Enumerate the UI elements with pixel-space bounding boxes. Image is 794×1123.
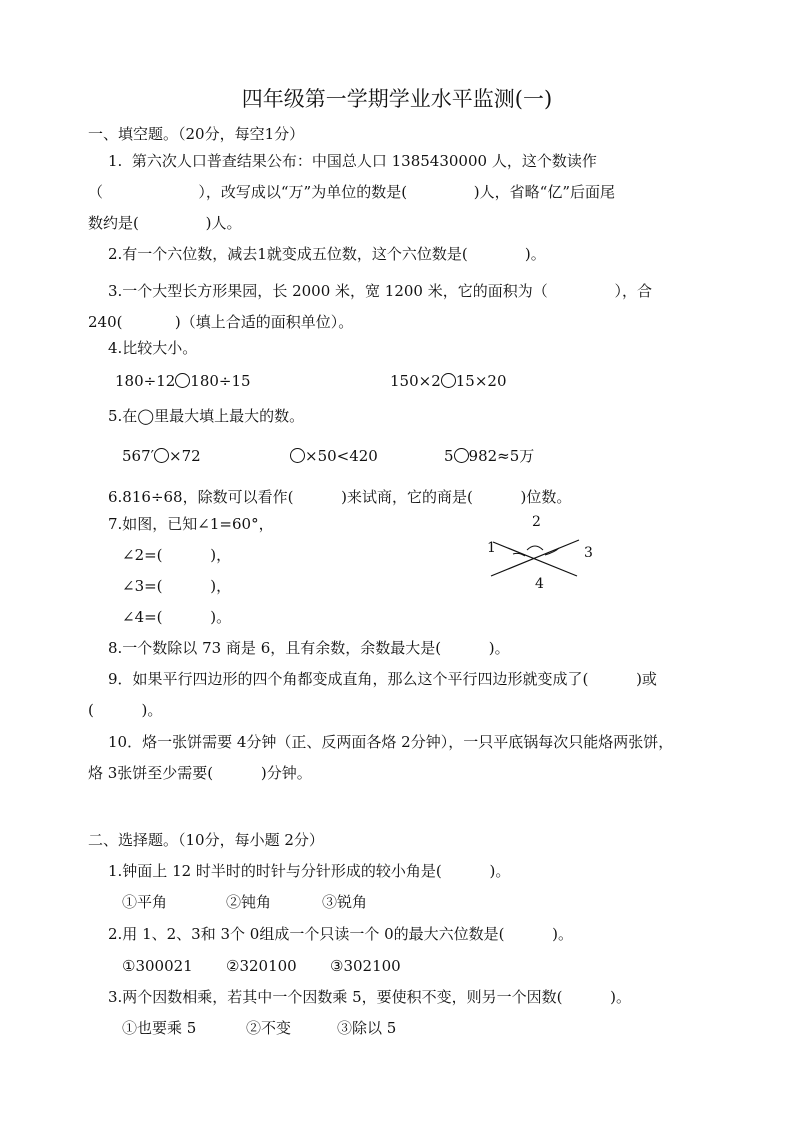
- q5-a-left: 567: [122, 447, 151, 465]
- mc1-stem: 1.钟面上 12 时半时的时针与分针形成的较小角是( )。: [108, 862, 511, 880]
- q4-a-circle[interactable]: [175, 373, 190, 388]
- q7-label: 7.如图，已知∠1=60°，: [108, 515, 274, 533]
- q2-text: 2.有一个六位数，减去1就变成五位数，这个六位数是( )。: [108, 245, 546, 263]
- line-a: [491, 540, 579, 576]
- angle-figure: [483, 510, 603, 592]
- q5-b-circle[interactable]: [290, 448, 305, 463]
- mc2-option-3[interactable]: ③302100: [330, 957, 401, 975]
- q5-a-mark: ′: [150, 447, 155, 465]
- q5-c-circle[interactable]: [454, 448, 469, 463]
- arc-angle-2: [527, 546, 543, 550]
- q5-label: 5.在◯里最大填上最大的数。: [108, 407, 305, 425]
- q7-angle4: ∠4=( )。: [122, 608, 232, 626]
- fig-label-2: 2: [532, 514, 541, 530]
- q9-line1: 9．如果平行四边形的四个角都变成直角，那么这个平行四边形就变成了( )或: [108, 670, 657, 688]
- q5-a-right: ×72: [169, 447, 201, 465]
- mc1-option-1[interactable]: ①平角: [122, 893, 168, 911]
- q8-text: 8.一个数除以 73 商是 6，且有余数，余数最大是( )。: [108, 639, 510, 657]
- q1-line3: 数约是( )人。: [88, 214, 242, 232]
- q5-c-right: 982≈5万: [468, 447, 535, 465]
- section1-heading: 一、填空题。（20分，每空1分）: [88, 125, 305, 143]
- q4-b-left: 150×2: [390, 372, 441, 390]
- q4-b-circle[interactable]: [441, 373, 456, 388]
- q5-c-left: 5: [444, 447, 454, 465]
- q10-line1: 10．烙一张饼需要 4分钟（正、反两面各烙 2分钟），一只平底锅每次只能烙两张饼，: [108, 733, 674, 751]
- q5-item-a: [122, 446, 201, 466]
- q4-a-left: 180÷12: [115, 372, 176, 390]
- fig-label-1: 1: [487, 540, 496, 556]
- q5-item-b: [290, 446, 378, 466]
- mc2-option-2[interactable]: ②320100: [226, 957, 297, 975]
- mc3-option-3[interactable]: ③除以 5: [337, 1019, 397, 1037]
- q9-line2: ( )。: [88, 701, 163, 719]
- mc2-option-1[interactable]: ①300021: [122, 957, 193, 975]
- q3-line2: 240( )（填上合适的面积单位）。: [88, 313, 354, 331]
- mc1-option-2[interactable]: ②钝角: [226, 893, 272, 911]
- q5-item-c: [444, 446, 534, 466]
- mc3-stem: 3.两个因数相乘，若其中一个因数乘 5，要使积不变，则另一个因数( )。: [108, 988, 632, 1006]
- q7-angle3: ∠3=( )，: [122, 577, 232, 595]
- q7-angle2: ∠2=( )，: [122, 546, 232, 564]
- section2-heading: 二、选择题。（10分，每小题 2分）: [88, 831, 324, 849]
- q3-line1: 3.一个大型长方形果园，长 2000 米，宽 1200 米，它的面积为（ ），合: [108, 282, 652, 300]
- q1-line1: 1. 第六次人口普查结果公布：中国总人口 1385430000 人，这个数读作: [108, 152, 597, 170]
- q4-compare-a: [115, 371, 251, 391]
- q4-a-right: 180÷15: [190, 372, 251, 390]
- q6-text: 6.816÷68，除数可以看作( )来试商，它的商是( )位数。: [108, 488, 572, 506]
- q1-line2: （ ），改写成以“万”为单位的数是( )人，省略“亿”后面尾: [88, 183, 615, 201]
- page-title: 四年级第一学期学业水平监测(一): [241, 87, 553, 111]
- line-b: [493, 542, 577, 576]
- q4-b-right: 15×20: [455, 372, 507, 390]
- q4-compare-b: [390, 371, 507, 391]
- q5-b-right: ×50<420: [305, 447, 378, 465]
- q10-line2: 烙 3张饼至少需要( )分钟。: [88, 764, 312, 782]
- fig-label-3: 3: [584, 545, 593, 561]
- mc3-option-1[interactable]: ①也要乘 5: [122, 1019, 197, 1037]
- mc1-option-3[interactable]: ③锐角: [322, 893, 368, 911]
- q4-label: 4.比较大小。: [108, 339, 198, 357]
- fig-label-4: 4: [535, 576, 544, 592]
- mc3-option-2[interactable]: ②不变: [246, 1019, 292, 1037]
- q5-a-circle[interactable]: [154, 448, 169, 463]
- mc2-stem: 2.用 1、2、3和 3个 0组成一个只读一个 0的最大六位数是( )。: [108, 925, 574, 943]
